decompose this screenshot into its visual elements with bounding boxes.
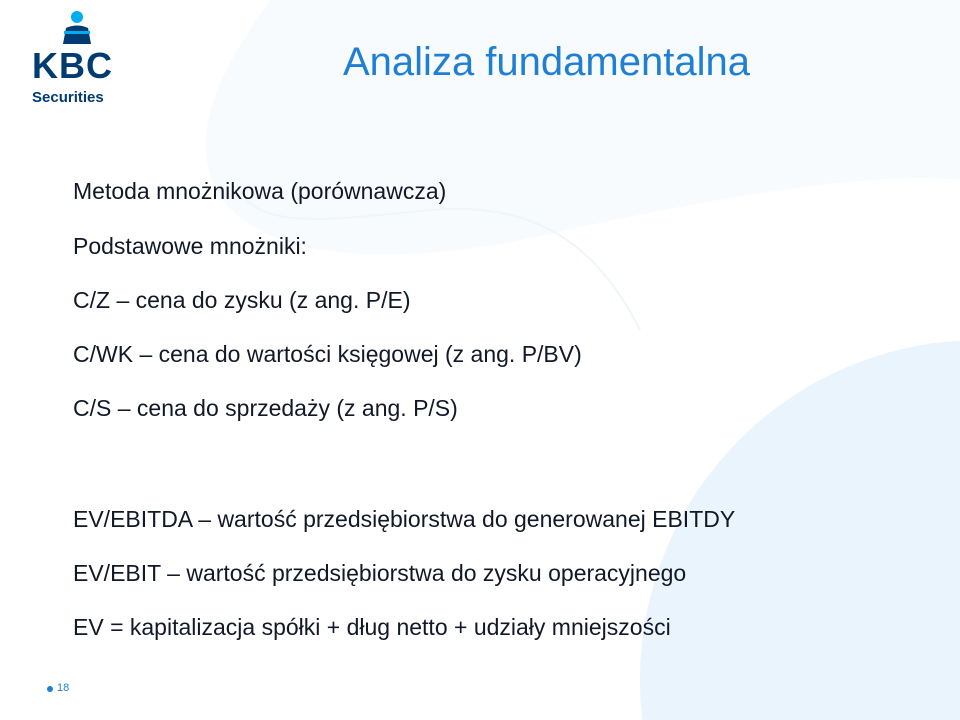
- page-number: 18: [57, 682, 70, 694]
- text-line-pe: C/Z – cena do zysku (z ang. P/E): [73, 287, 411, 313]
- text-line-ev-formula: EV = kapitalizacja spółki + dług netto + udziały mniejszości: [73, 614, 671, 640]
- logo-securities-text: Securities: [32, 89, 104, 106]
- kbc-securities-logo: [26, 10, 126, 110]
- text-line-ev-ebitda: EV/EBITDA – wartość przedsiębiorstwa do generowanej EBITDY: [73, 506, 736, 532]
- kbc-figure-icon: [62, 10, 92, 48]
- text-line-ps: C/S – cena do sprzedaży (z ang. P/S): [73, 395, 458, 421]
- text-line-ev-ebit: EV/EBIT – wartość przedsiębiorstwa do zysku operacyjnego: [73, 560, 687, 586]
- slide-title: Analiza fundamentalna: [343, 40, 750, 84]
- text-line-pbv: C/WK – cena do wartości księgowej (z ang. P/BV): [73, 341, 582, 367]
- text-line-method: Metoda mnożnikowa (porównawcza): [73, 178, 447, 204]
- footer-bullet-icon: [47, 686, 53, 692]
- text-line-basic-multipliers: Podstawowe mnożniki:: [73, 233, 307, 259]
- logo-kbc-text: KBC: [32, 45, 113, 86]
